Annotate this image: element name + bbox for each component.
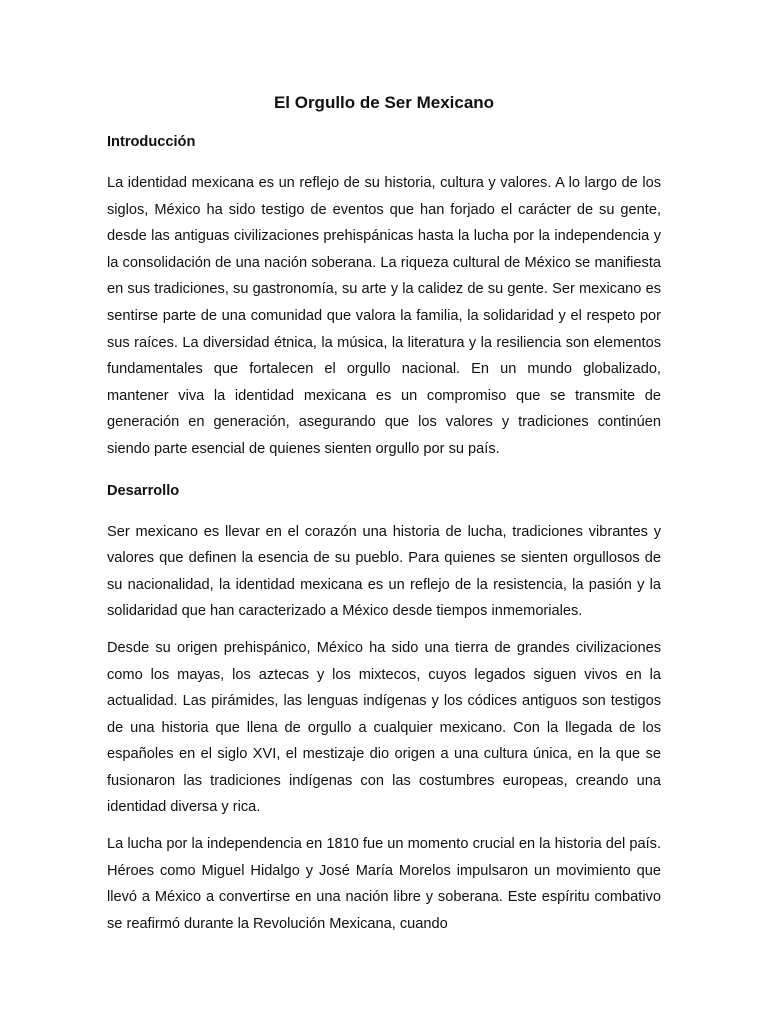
section-heading-desarrollo: Desarrollo xyxy=(107,482,180,499)
paragraph: Ser mexicano es llevar en el corazón una historia de lucha, tradiciones vibrantes y valores que definen la esencia de su pueblo. Para quienes se sienten orgullosos de su nacionalidad, la identidad mexicana es un reflejo de la resistencia, la pasión y la solidaridad que han caracterizado a México desde tiempos inmemoriales. xyxy=(107,523,661,620)
section-heading-introduccion: Introducción xyxy=(107,134,196,150)
paragraph: La identidad mexicana es un reflejo de su historia, cultura y valores. A lo largo de los siglos, México ha sido testigo de eventos que han forjado el carácter de su gente, desde las antiguas civilizaciones prehispánicas hasta la lucha por la independencia y la consolidación de una nación soberana. La riqueza cultural de México se manifiesta en sus tradiciones, su gastronomía, su arte y la calidez de su gente. Ser mexicano es sentirse parte de una comunidad que valora la familia, la solidaridad y el respeto por sus raíces. La diversidad étnica, la música, la literatura y la resiliencia son elementos fundamentales que fortalecen el orgullo nacional. En un mundo globalizado, mantener viva la identidad mexicana es un compromiso que se transmite de generación en generación, asegurando que los valores y tradiciones continúen siendo parte esencial de quienes sienten orgullo por su país. xyxy=(107,175,661,457)
page-title: El Orgullo de Ser Mexicano xyxy=(273,93,495,112)
paragraph: La lucha por la independencia en 1810 fue un momento crucial en la historia del país. Héroes como Miguel Hidalgo y José María Morelos impulsaron un movimiento que llevó a México a convertirse en una nación libre y soberana. Este espíritu combativo se reafirmó durante la Revolución Mexicana, cuando xyxy=(107,836,661,932)
document-body xyxy=(107,132,661,932)
paragraph: Desde su origen prehispánico, México ha sido una tierra de grandes civilizaciones como los mayas, los aztecas y los mixtecos, cuyos legados siguen vivos en la actualidad. Las pirámides, las lenguas indígenas y los códices antiguos son testigos de una historia que llena de orgullo a cualquier mexicano. Con la llegada de los españoles en el siglo XVI, el mestizaje dio origen a una cultura única, en la que se fusionaron las tradiciones indígenas con las costumbres europeas, creando una identidad diversa y rica. xyxy=(107,639,661,816)
